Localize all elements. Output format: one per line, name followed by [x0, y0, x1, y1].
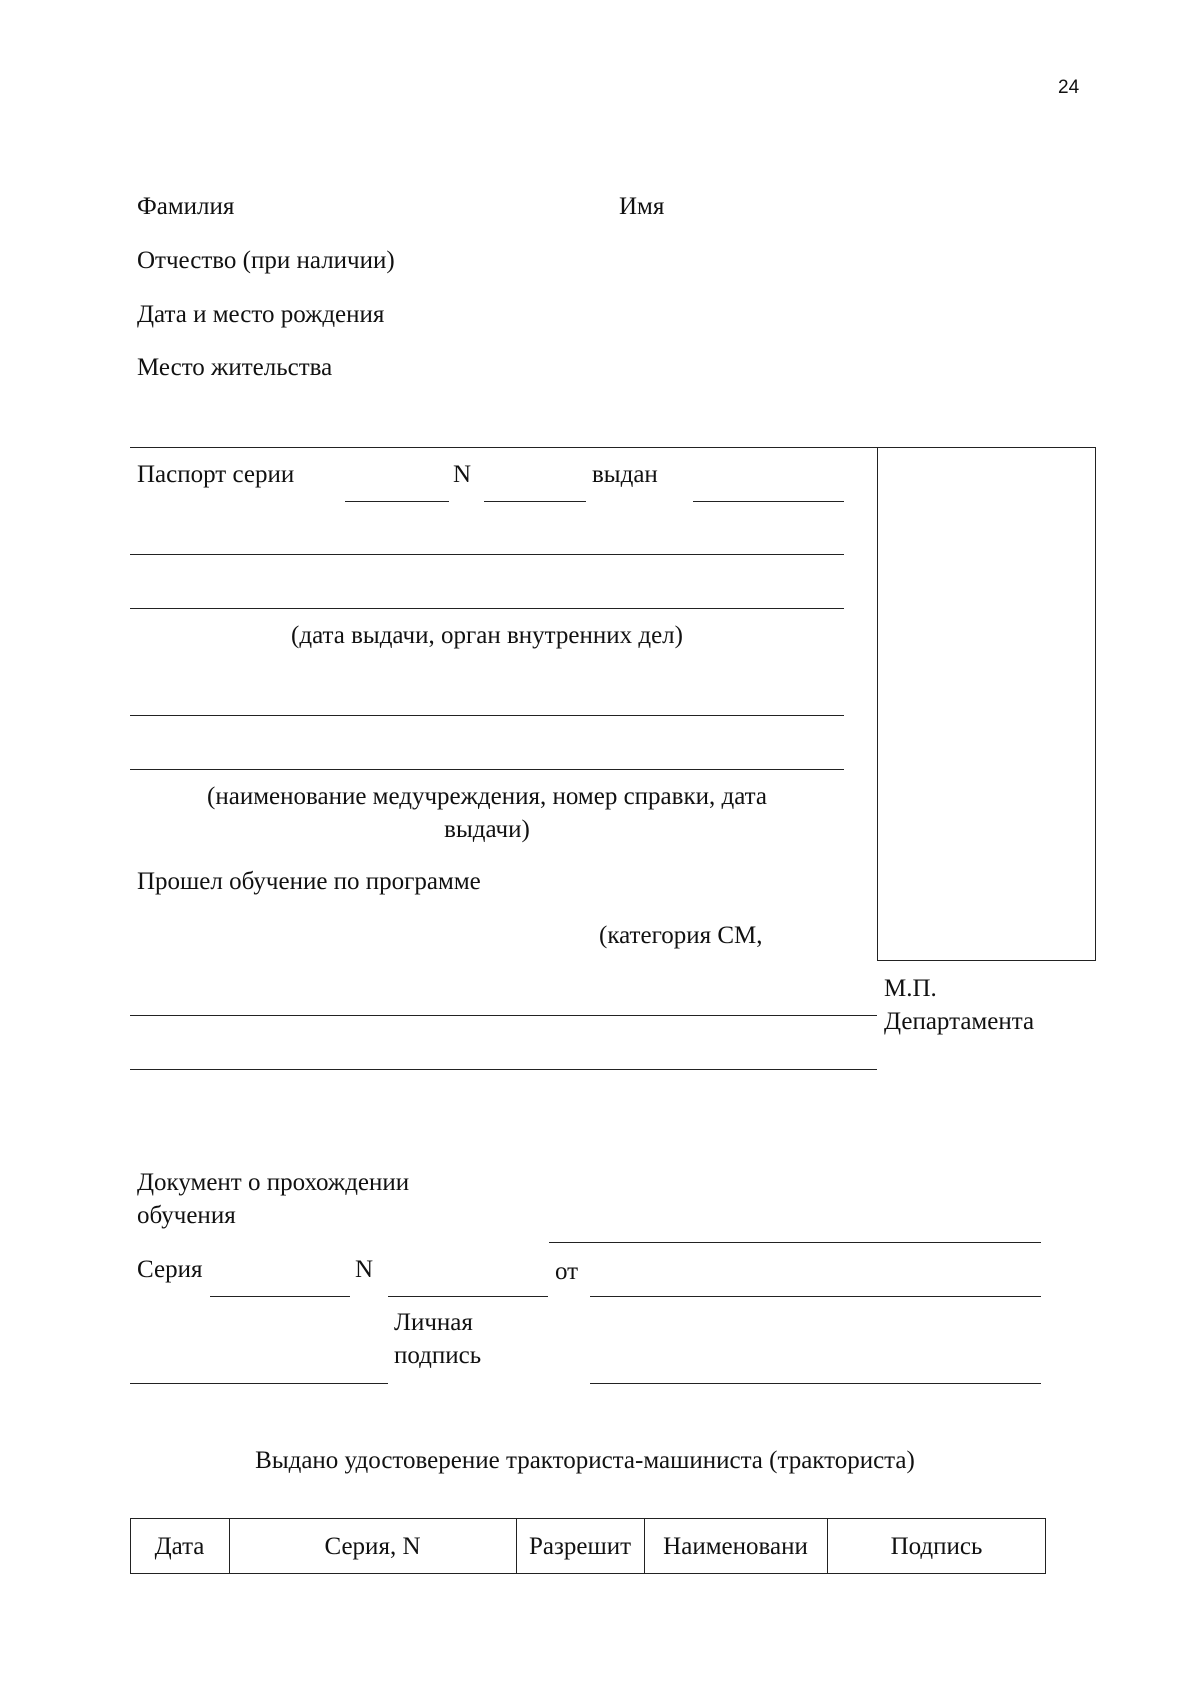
- doc-title-line-1: Документ о прохождении: [137, 1169, 410, 1196]
- passport-issued-line[interactable]: [693, 501, 844, 502]
- passport-series-line[interactable]: [345, 501, 449, 502]
- table-header-name: Наименовани: [663, 1533, 808, 1560]
- doc-title-line-2: обучения: [137, 1202, 236, 1229]
- med-caption-line-2: выдачи): [444, 816, 530, 843]
- name-label: Имя: [619, 193, 665, 220]
- residence-label: Место жительства: [137, 354, 333, 381]
- issue-line-2[interactable]: [130, 608, 844, 609]
- doc-date-line[interactable]: [590, 1296, 1041, 1297]
- table-header-series: Серия, N: [324, 1533, 421, 1560]
- patronymic-label: Отчество (при наличии): [137, 247, 395, 274]
- table-header-date: Дата: [154, 1533, 205, 1560]
- training-line-1[interactable]: [130, 1015, 877, 1016]
- med-line-1[interactable]: [130, 715, 844, 716]
- form-top-line: [130, 447, 877, 448]
- training-line-2[interactable]: [130, 1069, 877, 1070]
- doc-series-label: Серия: [137, 1256, 203, 1283]
- passport-number-line[interactable]: [484, 501, 586, 502]
- med-caption-line-1: (наименование медучреждения, номер справки, дата: [207, 783, 767, 810]
- table-header-signature: Подпись: [890, 1533, 983, 1560]
- issue-caption: (дата выдачи, орган внутренних дел): [291, 622, 683, 649]
- signature-line-left[interactable]: [130, 1383, 388, 1384]
- doc-number-line[interactable]: [388, 1296, 548, 1297]
- signature-label-2: подпись: [394, 1342, 482, 1369]
- category-label: (категория СМ,: [599, 922, 763, 949]
- passport-series-label: Паспорт серии: [137, 461, 295, 488]
- doc-series-line[interactable]: [210, 1296, 350, 1297]
- issued-title: Выдано удостоверение тракториста-машиниста (тракториста): [255, 1447, 915, 1474]
- stamp-mp: М.П.: [884, 975, 937, 1002]
- signature-line-right[interactable]: [590, 1383, 1041, 1384]
- passport-issued-label: выдан: [592, 461, 658, 488]
- signature-label-1: Личная: [394, 1309, 473, 1336]
- issue-line-1[interactable]: [130, 554, 844, 555]
- doc-top-line[interactable]: [549, 1242, 1041, 1243]
- med-line-2[interactable]: [130, 769, 844, 770]
- passport-n-label: N: [453, 461, 472, 488]
- surname-label: Фамилия: [137, 193, 235, 220]
- stamp-department: Департамента: [884, 1008, 1035, 1035]
- page-number: 24: [1058, 77, 1080, 98]
- doc-n-label: N: [355, 1256, 374, 1283]
- table-header-permit: Разрешит: [528, 1533, 632, 1560]
- doc-from-label: от: [555, 1258, 579, 1285]
- photo-box: [877, 447, 1096, 961]
- birth-label: Дата и место рождения: [137, 301, 385, 328]
- training-label: Прошел обучение по программе: [137, 868, 481, 895]
